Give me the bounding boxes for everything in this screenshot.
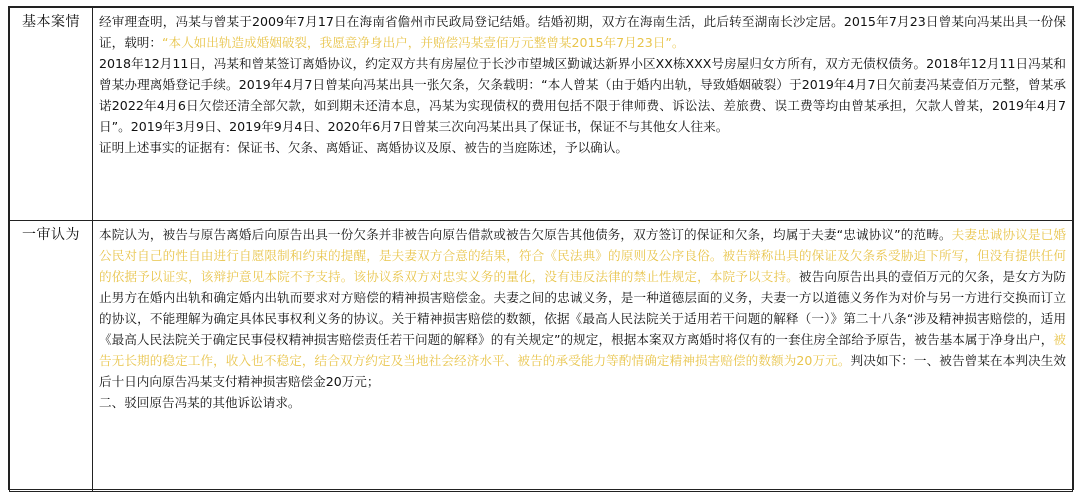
row-label-basic-facts: 基本案情 bbox=[10, 8, 93, 221]
opinion-highlight: 夫妻忠诚协议是已婚公民对自己的性自由进行自愿限制和约束的提醒，是夫妻双方合意的结果，符合《民法典》的原则及公序良俗。被告辩称出具的保证及欠条系受胁迫下所写，但没有提供任何的依据予以证实，该辩护意见本院不予支持。该协议系双方对忠实义务的量化，没有违反法律的禁止性规定，本院予以支持。 bbox=[99, 227, 1066, 284]
opinion-text: 被告向原告出具的壹佰万元的欠条，是女方为防止男方在婚内出轨和确定婚内出轨而要求对方赔偿的精神损害赔偿金。夫妻之间的忠诚义务，是一种道德层面的义务，夫妻一方以道德义务作为对价与另一方进行交换而订立的协议，不能理解为确定具体民事权利义务的协议。关于精神损害赔偿的数额，依据《最高人民法院关于适用若干问题的解释（一）》第二十八条“涉及精神损害赔偿的，适用《最高人民法院关于确定民事侵权精神损害赔偿责任若干问题的解释》的有关规定”的规定，根据本案双方离婚时将仅有的一套住房全部给予原告，被告基本属于净身出户， bbox=[99, 269, 1067, 347]
opinion-highlight: 被告无长期的稳定工作，收入也不稳定，结合双方约定及当地社会经济水平、被告的承受能力等酌情确定精神损害赔偿的数额为20万元。 bbox=[99, 332, 1066, 368]
facts-text: 2018年12月11日，冯某和曾某签订离婚协议，约定双方共有房屋位于长沙市望城区勤诚达新界小区XX栋XXX号房屋归女方所有，双方无债权债务。2018年12月11日冯某和曾某办理离婚登记手续。2019年4月7日曾某向冯某出具一张欠条，欠条载明：“本人曾某（由于婚内出轨，导致婚姻破裂）于2019年4月7日欠前妻冯某壹佰万元整，曾某承诺2022年4月6日欠偿还清全部欠款，如到期未还清本息，冯某为实现债权的费用包括不限于律师费、诉讼法、差旅费、误工费等均由曾某承担，欠款人曾某，2019年4月7日”。2019年3月9日、2019年9月4日、2020年6月7日曾某三次向冯某出具了保证书，保证不与其他女人往来。 bbox=[99, 56, 1066, 134]
facts-paragraph-2 bbox=[99, 53, 1066, 137]
table-row-first-instance bbox=[10, 221, 1073, 492]
judgment-text: 判决如下：一、被告曾某在本判决生效后十日内向原告冯某支付精神损害赔偿金20万元； bbox=[99, 353, 1066, 389]
judgment-document bbox=[8, 6, 1074, 490]
first-instance-content bbox=[93, 221, 1073, 492]
facts-text: 经审理查明，冯某与曾某于2009年7月17日在海南省儋州市民政局登记结婚。结婚初期，双方在海南生活，此后转至湖南长沙定居。2015年7月23日曾某向冯某出具一份保证，载明： bbox=[99, 14, 1066, 50]
basic-facts-content bbox=[93, 8, 1073, 221]
facts-paragraph-3 bbox=[99, 137, 1066, 158]
row-label-first-instance: 一审认为 bbox=[10, 221, 93, 492]
opinion-paragraph-1 bbox=[99, 224, 1066, 392]
evidence-text: 证明上述事实的证据有：保证书、欠条、离婚证、离婚协议及原、被告的当庭陈述，予以确认。 bbox=[99, 140, 628, 155]
case-table bbox=[9, 7, 1073, 492]
facts-paragraph-1 bbox=[99, 11, 1066, 53]
opinion-text: 本院认为，被告与原告离婚后向原告出具一份欠条并非被告向原告借款或被告欠原告其他债务，双方签订的保证和欠条，均属于夫妻“忠诚协议”的范畴。 bbox=[99, 227, 952, 242]
opinion-paragraph-2 bbox=[99, 392, 1066, 413]
table-row-basic-facts bbox=[10, 8, 1073, 221]
facts-highlight: “本人如出轨造成婚姻破裂，我愿意净身出户，并赔偿冯某壹佰万元整曾某2015年7月23日”。 bbox=[161, 35, 685, 50]
judgment-text: 二、驳回原告冯某的其他诉讼请求。 bbox=[99, 395, 301, 410]
